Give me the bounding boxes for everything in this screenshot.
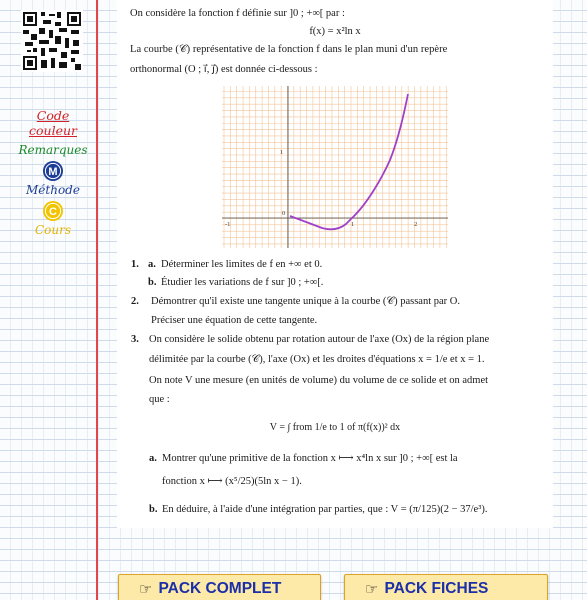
q3-text-4: que : (149, 394, 170, 405)
methode-badge-letter: M (48, 166, 58, 178)
color-legend (14, 108, 92, 238)
qr-code-icon (21, 10, 83, 72)
pack-fiches-label: PACK FICHES (384, 580, 489, 597)
pointing-hand-icon: ☞ (365, 580, 379, 598)
q1b-label: b. (148, 277, 157, 288)
y-tick-1: 1 (280, 149, 284, 156)
q3-text-1: On considère le solide obtenu par rotation autour de l'axe (Ox) de la région plane (149, 334, 490, 345)
qr-code[interactable] (21, 10, 83, 72)
q1a-text: Déterminer les limites de f en +∞ et 0. (161, 259, 323, 270)
q1b-text: Étudier les variations de f sur ]0 ; +∞[. (161, 277, 324, 288)
q1a-label: a. (148, 259, 156, 270)
curve-text-1: La courbe (𝒞) représentative de la fonction f dans le plan muni d'un repère (130, 44, 448, 55)
x-tick-2: 2 (414, 221, 418, 228)
q3a-label: a. (149, 453, 157, 464)
q3a-text-2: fonction x ⟼ (x⁵/25)(5ln x − 1). (162, 476, 302, 487)
curve-text-2: orthonormal (O ; i⃗, j⃗) est donnée ci-dessous : (130, 64, 318, 75)
q2-number: 2. (131, 296, 139, 307)
pack-fiches-button[interactable] (344, 574, 548, 600)
margin-line (96, 0, 98, 600)
pack-complet-button[interactable] (118, 574, 321, 600)
pack-complet-label: PACK COMPLET (158, 580, 282, 597)
q1-number: 1. (131, 259, 139, 270)
cours-badge-letter: C (49, 206, 57, 218)
function-graph (222, 86, 448, 248)
legend-remarques: Remarques (18, 143, 88, 157)
intro-text: On considère la fonction f définie sur ]0 ; +∞[ par : (130, 8, 345, 19)
q2-text-1: Démontrer qu'il existe une tangente unique à la courbe (𝒞) passant par O. (151, 296, 460, 307)
x-tick-neg: -1 (225, 221, 231, 228)
legend-code-couleur: Code couleur (29, 108, 77, 138)
q2-text-2: Préciser une équation de cette tangente. (151, 315, 318, 326)
curve-c (290, 94, 408, 229)
legend-methode: Méthode (26, 183, 80, 197)
q3-text-2: délimitée par la courbe (𝒞), l'axe (Ox) et les droites d'équations x = 1/e et x = 1. (149, 354, 485, 365)
q3-text-3: On note V une mesure (en unités de volume) du volume de ce solide et on admet (149, 375, 489, 386)
q3-number: 3. (131, 334, 139, 345)
pointing-hand-icon: ☞ (139, 580, 153, 598)
exercise-document (117, 0, 553, 528)
origin-label: 0 (282, 210, 286, 217)
volume-integral: V = ∫ from 1/e to 1 of π(f(x))² dx (269, 422, 401, 433)
q3b-label: b. (149, 504, 158, 515)
q3a-text-1: Montrer qu'une primitive de la fonction x ⟼ x⁴ln x sur ]0 ; +∞[ est la (162, 453, 458, 464)
methode-badge-icon (42, 160, 64, 182)
function-formula: f(x) = x²ln x (309, 26, 361, 37)
legend-cours: Cours (34, 223, 72, 237)
cours-badge-icon (42, 200, 64, 222)
x-tick-1: 1 (351, 221, 355, 228)
q3b-text: En déduire, à l'aide d'une intégration par parties, que : V = (π/125)(2 − 37/e³). (162, 504, 488, 515)
